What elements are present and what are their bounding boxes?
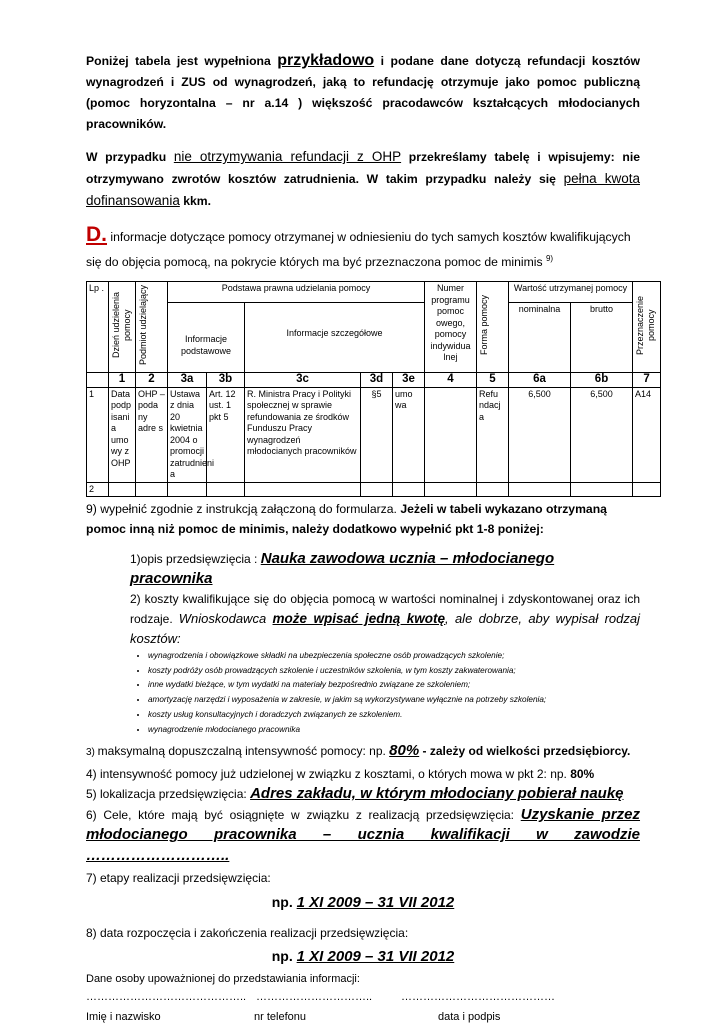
cell-3e: umo wa bbox=[393, 387, 425, 482]
header-legal-basis: Podstawa prawna udzielania pomocy bbox=[168, 282, 425, 303]
list-item: • wynagrodzenia i obowiązkowe składki na ubezpieczenia społeczne osób prowadzących szkolenie; bbox=[148, 649, 640, 664]
intro-text: W przypadku bbox=[86, 150, 174, 164]
point-2-note: , ale dobrze, aby wypisał rodzaj kosztów: bbox=[130, 611, 640, 647]
col-num: 6b bbox=[571, 373, 633, 388]
intro-paragraph-1 bbox=[86, 50, 640, 135]
col-num: 3e bbox=[393, 373, 425, 388]
point-1-value: Nauka zawodowa ucznia – młodocianego pracownika bbox=[130, 550, 555, 588]
point-8-value: 1 XI 2009 – 31 VII 2012 bbox=[296, 948, 455, 966]
header-basic-info: Informacje podstawowe bbox=[168, 302, 245, 372]
intro-text: przekreślamy tabelę i wpisujemy: nie otrzymywano zwrotów kosztów zatrudnienia. W takim przypadku należy się bbox=[86, 150, 640, 186]
point-3-tail: - zależy od wielkości przedsiębiorcy. bbox=[419, 744, 631, 759]
header-entity: Podmiot udzielający bbox=[136, 282, 168, 373]
footnote-9 bbox=[86, 499, 640, 539]
point-2-note: Wnioskodawca bbox=[178, 611, 273, 627]
point-2-note-emph: może wpisać jedną kwotę bbox=[272, 611, 445, 627]
point-4-np: np. bbox=[550, 766, 571, 781]
intro-text: i podane dane dotyczą refundacji kosztów wynagrodzeń i ZUS od wynagrodzeń, jaką to refundację otrzymuje jako pomoc publiczną (pomoc horyzontalna – nr a.14 ) większość pracodawców kształcących młodocianych pracowników. bbox=[86, 54, 640, 131]
cell-lp: 1 bbox=[87, 387, 109, 482]
cell-lp: 2 bbox=[87, 482, 109, 497]
point-3-value: 80% bbox=[389, 742, 420, 760]
header-program: Numer programu pomoc owego, pomocy indywidua lnej bbox=[425, 282, 477, 373]
footnote-bold: Jeżeli w tabeli wykazano otrzymaną pomoc inną niż pomoc de minimis, należy dodatkowo wypełnić pkt 1-8 poniżej: bbox=[86, 502, 607, 537]
point-3 bbox=[86, 741, 640, 764]
cell-5: Refu ndacj a bbox=[477, 387, 509, 482]
point-3-num: 3) bbox=[86, 747, 98, 759]
col-num: 3b bbox=[207, 373, 245, 388]
section-d-heading bbox=[86, 224, 640, 273]
np-label: np. bbox=[271, 893, 297, 910]
cell-7: A14 bbox=[633, 387, 661, 482]
point-5 bbox=[86, 784, 640, 805]
cell-3b: Art. 12 ust. 1 pkt 5 bbox=[207, 387, 245, 482]
dots-signature: …………………………………… bbox=[401, 991, 555, 1004]
col-num: 3d bbox=[361, 373, 393, 388]
emphasis-full-amount: pełna kwota dofinansowania bbox=[86, 171, 640, 208]
label-signature: data i podpis bbox=[438, 1011, 501, 1024]
list-item: • koszty podróży osób prowadzących szkolenie i uczestników szkolenia, w tym koszty zakwaterowania; bbox=[148, 664, 640, 679]
cell-3a: Ustawa z dnia 20 kwietnia 2004 o promocji zatrudnieni a bbox=[168, 387, 207, 482]
col-num: 2 bbox=[136, 373, 168, 388]
header-date: Dzień udzielenia pomocy bbox=[109, 282, 136, 373]
np-label: np. bbox=[271, 948, 297, 965]
col-num: 7 bbox=[633, 373, 661, 388]
list-item: • wynagrodzenie młodocianego pracownika bbox=[148, 723, 640, 738]
point-8-value-line bbox=[86, 948, 640, 965]
document-page bbox=[86, 50, 657, 1025]
point-1-label: 1)opis przedsięwzięcia : bbox=[130, 552, 261, 567]
signature-dots-row bbox=[86, 989, 640, 1005]
cell-3d: §5 bbox=[361, 387, 393, 482]
header-purpose: Przeznaczenie pomocy bbox=[633, 282, 661, 373]
point-3-np: np. bbox=[369, 744, 390, 759]
list-item: • koszty usług konsultacyjnych i doradczych związanych ze szkoleniem. bbox=[148, 708, 640, 723]
point-7: 7) etapy realizacji przedsięwzięcia: bbox=[86, 871, 271, 886]
intro-text: kkm. bbox=[179, 194, 211, 208]
header-value: Wartość utrzymanej pomocy bbox=[509, 282, 633, 303]
intro-text: Poniżej tabela jest wypełniona bbox=[86, 54, 278, 68]
footnote-ref: 9) bbox=[545, 254, 554, 263]
point-6-text: 6) Cele, które mają być osiągnięte w związku z realizacją przedsięwzięcia: bbox=[86, 807, 521, 822]
intro-paragraph-2 bbox=[86, 146, 640, 212]
header-detail-info: Informacje szczegółowe bbox=[245, 302, 425, 372]
col-num: 1 bbox=[109, 373, 136, 388]
col-num: 5 bbox=[477, 373, 509, 388]
signature-labels-row bbox=[86, 1009, 640, 1025]
emphasis-example: przykładowo bbox=[277, 52, 375, 69]
col-num: 4 bbox=[425, 373, 477, 388]
point-2 bbox=[130, 589, 640, 649]
footnote-text: 9) wypełnić zgodnie z instrukcją załączoną do formularza. bbox=[86, 502, 401, 517]
cell-3c: R. Ministra Pracy i Polityki społecznej w sprawie refundowania ze środków Funduszu Pracy wynagrodzeń młodocianych pracowników bbox=[245, 387, 361, 482]
point-4-value: 80% bbox=[570, 766, 595, 781]
aid-table bbox=[86, 281, 661, 497]
cell-6b: 6,500 bbox=[571, 387, 633, 482]
emphasis-no-refund: nie otrzymywania refundacji z OHP bbox=[173, 149, 402, 164]
point-4-text: 4) intensywność pomocy już udzielonej w związku z kosztami, o których mowa w pkt 2: bbox=[86, 766, 551, 781]
label-phone: nr telefonu bbox=[254, 1011, 306, 1024]
cell-6a: 6,500 bbox=[509, 387, 571, 482]
section-letter: D. bbox=[86, 223, 107, 246]
cell-date: Data podp isani a umo wy z OHP bbox=[109, 387, 136, 482]
point-6-value: Uzyskanie przez młodocianego pracownika – ucznia kwalifikacji w zawodzie ……………………….. bbox=[86, 805, 641, 864]
point-7-value: 1 XI 2009 – 31 VII 2012 bbox=[296, 893, 455, 911]
point-7-value-line bbox=[86, 894, 640, 911]
point-6 bbox=[86, 805, 640, 867]
cell-entity: OHP – poda ny adre s bbox=[136, 387, 168, 482]
section-d-text: informacje dotyczące pomocy otrzymanej w odniesieniu do tych samych kosztów kwalifikujących się do objęcia pomocą, na pokrycie których ma być przeznaczona pomoc de minimis bbox=[86, 230, 631, 270]
point-1 bbox=[130, 549, 640, 589]
header-form: Forma pomocy bbox=[477, 282, 509, 373]
cost-list bbox=[130, 649, 640, 737]
point-4 bbox=[86, 764, 640, 785]
list-item: • amortyzację narzędzi i wyposażenia w zakresie, w jakim są wykorzystywane wyłącznie na potrzeby szkolenia; bbox=[148, 693, 640, 708]
table-row bbox=[87, 387, 661, 482]
col-num: 3c bbox=[245, 373, 361, 388]
cell-4 bbox=[425, 387, 477, 482]
list-item: • inne wydatki bieżące, w tym wydatki na materiały bezpośrednio związane ze szkoleniem; bbox=[148, 678, 640, 693]
column-numbers-row bbox=[87, 373, 661, 388]
label-name: Imię i nazwisko bbox=[86, 1011, 161, 1024]
dots-phone: ………………………….. bbox=[256, 991, 373, 1004]
point-5-value: Adres zakładu, w którym młodociany pobierał naukę bbox=[250, 785, 624, 803]
point-5-text: 5) lokalizacja przedsięwzięcia: bbox=[86, 787, 251, 802]
header-nominal: nominalna bbox=[509, 302, 571, 372]
col-num: 3a bbox=[168, 373, 207, 388]
dots-name: …………………………………….. bbox=[86, 991, 247, 1004]
col-num: 6a bbox=[509, 373, 571, 388]
point-2-text: 2) koszty kwalifikujące się do objęcia pomocą w wartości nominalnej i zdyskontowanej oraz ich rodzaje. bbox=[130, 592, 640, 627]
authorized-person-label: Dane osoby upoważnionej do przedstawiania informacji: bbox=[86, 973, 360, 986]
point-8: 8) data rozpoczęcia i zakończenia realizacji przedsięwzięcia: bbox=[86, 925, 409, 940]
header-lp: Lp . bbox=[87, 282, 109, 373]
point-3-text: maksymalną dopuszczalną intensywność pomocy: bbox=[97, 744, 370, 759]
header-gross: brutto bbox=[571, 302, 633, 372]
table-row bbox=[87, 482, 661, 497]
